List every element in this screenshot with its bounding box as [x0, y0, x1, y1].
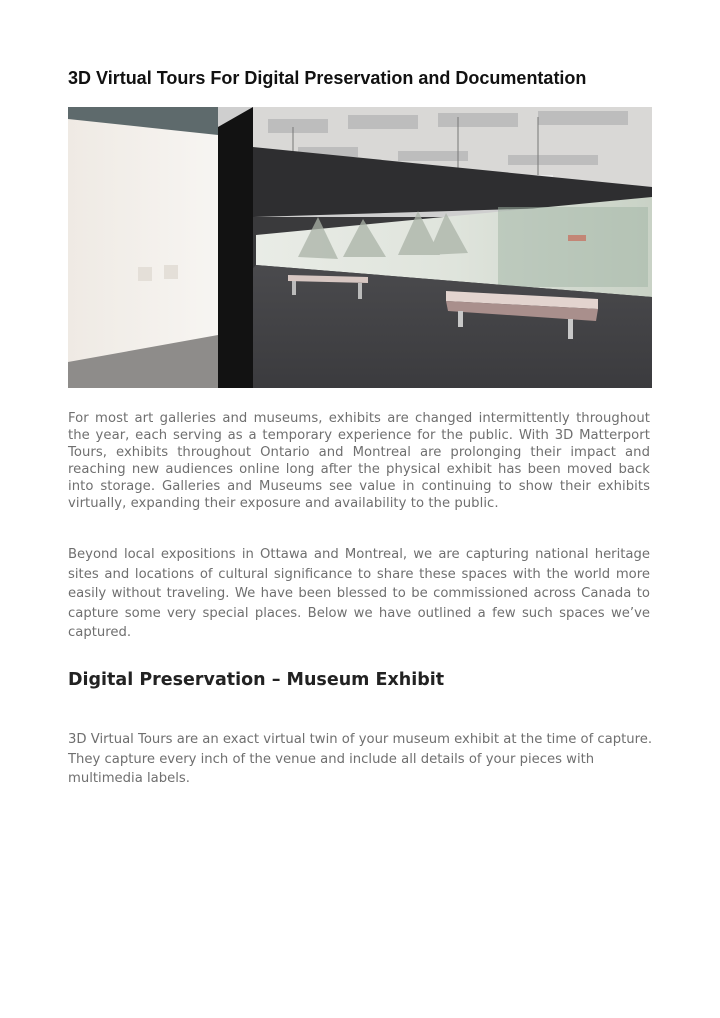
intro-paragraph: For most art galleries and museums, exhibits are changed intermittently throughout the year, each serving as a temporary experience for the public. With 3D Matterport Tours, exhibits throughout Ontario and Montreal are prolonging their impact and reaching new audiences online long after the physical exhibit has been moved back into storage. Galleries and Museums see value in continuing to show their exhibits virtually, expanding their exposure and availability to the public. [68, 411, 650, 511]
section-heading: Digital Preservation – Museum Exhibit [68, 670, 445, 690]
museum-exhibit-paragraph: 3D Virtual Tours are an exact virtual twin of your museum exhibit at the time of capture. They capture every inch of the venue and include all details of your pieces with multimedia labels. [68, 732, 653, 786]
heritage-paragraph: Beyond local expositions in Ottawa and Montreal, we are capturing national heritage sites and locations of cultural significance to share these spaces with the world more easily without traveling. We have been blessed to be commissioned across Canada to capture some very special places. Below we have outlined a few such spaces we’ve captured. [68, 547, 650, 640]
document-title: 3D Virtual Tours For Digital Preservation and Documentation [68, 68, 587, 88]
gallery-photo [68, 107, 652, 388]
